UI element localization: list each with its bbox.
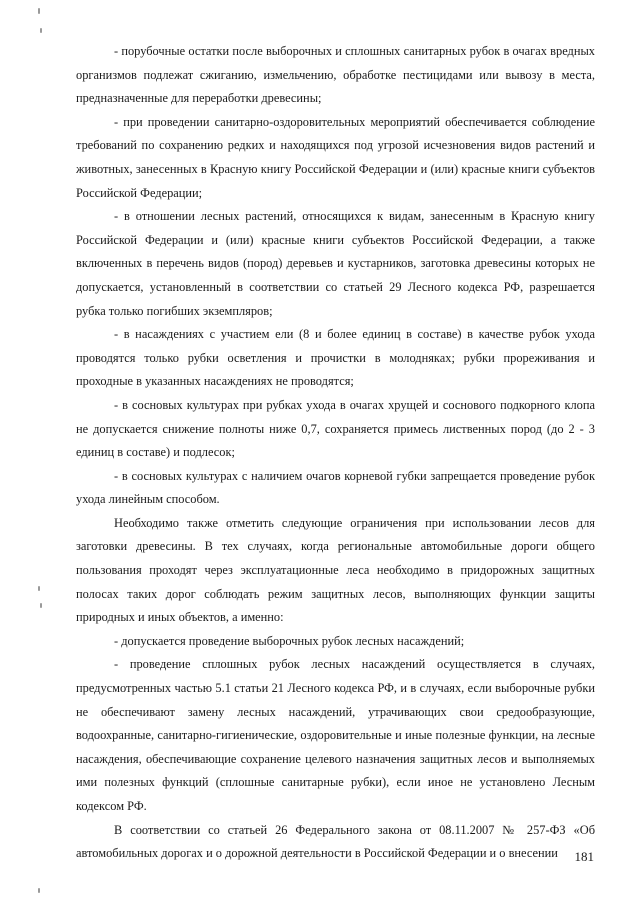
document-body: [76, 40, 595, 866]
paragraph: - в сосновых культурах при рубках ухода в очагах хрущей и соснового подкорного клопа не допускается снижение полноты ниже 0,7, сохраняется примесь лиственных пород (до 2 - 3 единиц в составе) и подлесок;: [76, 397, 595, 460]
margin-mark: [38, 888, 40, 893]
paragraph: - в сосновых культурах с наличием очагов корневой губки запрещается проведение рубок ухода линейным способом.: [76, 468, 595, 507]
paragraph: - в отношении лесных растений, относящихся к видам, занесенным в Красную книгу Российской Федерации и (или) красные книги субъектов Российской Федерации, а также включенных в перечень видов (пород) деревьев и кустарников, заготовка древесины которых не допускается, установленный в соответствии со статьей 29 Лесного кодекса РФ, разрешается рубка только погибших экземпляров;: [76, 209, 595, 318]
margin-mark: [40, 28, 42, 33]
paragraph: - при проведении санитарно-оздоровительных мероприятий обеспечивается соблюдение требований по сохранению редких и находящихся под угрозой исчезновения видов растений и животных, занесенных в Красную книгу Российской Федерации и (или) красные книги субъектов Российской Федерации;: [76, 114, 595, 200]
paragraph: Необходимо также отметить следующие ограничения при использовании лесов для заготовки древесины. В тех случаях, когда региональные автомобильные дороги общего пользования проходят через эксплуатационные леса необходимо в придорожных защитных полосах таких дорог соблюдать режим защитных лесов, выполняющих функции защиты природных и иных объектов, а именно:: [76, 515, 595, 625]
page-number: 181: [574, 849, 594, 864]
paragraph: - порубочные остатки после выборочных и сплошных санитарных рубок в очагах вредных организмов подлежат сжиганию, измельчению, обработке пестицидами или вывозу в места, предназначенные для переработки древесины;: [76, 44, 595, 106]
paragraph: - проведение сплошных рубок лесных насаждений осуществляется в случаях, предусмотренных частью 5.1 статьи 21 Лесного кодекса РФ, и в случаях, если выборочные рубки не обеспечивают замену лесных насаждений, утрачивающих свои средообразующие, водоохранные, санитарно-гигиенические, оздоровительные и иные полезные функции, на лесные насаждения, обеспечивающие сохранение целевого назначения защитных лесов и выполняемых ими полезных функций (сплошные санитарные рубки), если иное не установлено Лесным кодексом РФ.: [76, 657, 595, 813]
margin-mark: [38, 586, 40, 591]
paragraph: - допускается проведение выборочных рубок лесных насаждений;: [114, 633, 465, 648]
paragraph: В соответствии со статьей 26 Федерального закона от 08.11.2007 № 257-ФЗ «Об автомобильных дорогах и о дорожной деятельности в Российской Федерации и о внесении: [76, 822, 595, 861]
margin-mark: [40, 603, 42, 608]
margin-mark: [38, 8, 40, 14]
paragraph: - в насаждениях с участием ели (8 и более единиц в составе) в качестве рубок ухода проводятся только рубки осветления и прочистки в молодняках; рубки прореживания и проходные в указанных насаждениях не проводятся;: [76, 327, 595, 389]
